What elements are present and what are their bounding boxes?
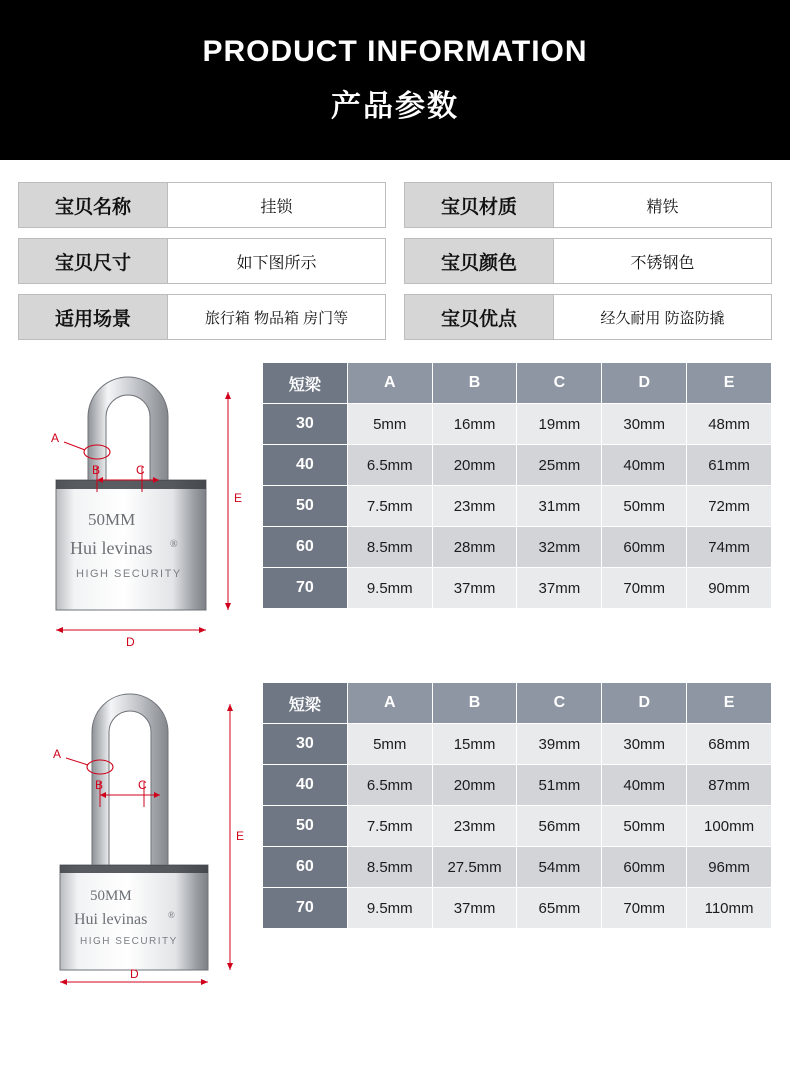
spec-key: 宝贝优点 [404, 294, 554, 340]
spec-key: 宝贝名称 [18, 182, 168, 228]
table-cell: 23mm [432, 486, 517, 527]
table-cell: 48mm [687, 404, 772, 445]
table-cell: 8.5mm [347, 847, 432, 888]
table-cell: 28mm [432, 527, 517, 568]
row-header: 30 [263, 404, 348, 445]
table-cell: 68mm [687, 724, 772, 765]
spec-row [404, 182, 772, 228]
spec-row [18, 238, 386, 284]
table-header-row [263, 683, 772, 724]
svg-text:C: C [136, 463, 145, 477]
table-row [263, 888, 772, 929]
svg-text:A: A [51, 431, 60, 445]
table-cell: 8.5mm [347, 527, 432, 568]
table-cell: 16mm [432, 404, 517, 445]
table-row [263, 445, 772, 486]
spec-value: 精铁 [554, 182, 772, 228]
row-header: 70 [263, 568, 348, 609]
specification-grid [0, 160, 790, 346]
spec-row [404, 294, 772, 340]
column-header: D [602, 363, 687, 404]
table-cell: 65mm [517, 888, 602, 929]
lock-diagram-short [18, 362, 256, 662]
table-row [263, 404, 772, 445]
spec-value: 如下图所示 [168, 238, 386, 284]
table-cell: 37mm [432, 888, 517, 929]
table-cell: 25mm [517, 445, 602, 486]
row-header: 70 [263, 888, 348, 929]
table-cell: 6.5mm [347, 765, 432, 806]
table-cell: 74mm [687, 527, 772, 568]
row-header: 50 [263, 486, 348, 527]
table-row [263, 568, 772, 609]
spec-key: 适用场景 [18, 294, 168, 340]
column-header: E [687, 683, 772, 724]
column-header: E [687, 363, 772, 404]
spec-row [18, 182, 386, 228]
table-cell: 27.5mm [432, 847, 517, 888]
table-cell: 7.5mm [347, 486, 432, 527]
spec-row [18, 294, 386, 340]
column-header: 短梁 [263, 363, 348, 404]
table-cell: 54mm [517, 847, 602, 888]
table-cell: 9.5mm [347, 568, 432, 609]
column-header: D [602, 683, 687, 724]
column-header: C [517, 363, 602, 404]
table-cell: 40mm [602, 445, 687, 486]
svg-text:Hui levinas: Hui levinas [70, 538, 153, 558]
table-cell: 32mm [517, 527, 602, 568]
column-header: A [347, 683, 432, 724]
page-header [0, 0, 790, 160]
table-cell: 96mm [687, 847, 772, 888]
column-header: B [432, 683, 517, 724]
row-header: 40 [263, 445, 348, 486]
table-cell: 87mm [687, 765, 772, 806]
column-header: 短梁 [263, 683, 348, 724]
table-cell: 19mm [517, 404, 602, 445]
spec-key: 宝贝材质 [404, 182, 554, 228]
size-table-short [262, 362, 772, 609]
table-cell: 5mm [347, 404, 432, 445]
table-cell: 90mm [687, 568, 772, 609]
svg-text:E: E [234, 491, 243, 505]
table-cell: 5mm [347, 724, 432, 765]
table-cell: 30mm [602, 404, 687, 445]
column-header: A [347, 363, 432, 404]
table-cell: 50mm [602, 806, 687, 847]
row-header: 60 [263, 527, 348, 568]
table-cell: 72mm [687, 486, 772, 527]
spec-row [404, 238, 772, 284]
size-table-short-wrapper [256, 362, 772, 609]
table-cell: 56mm [517, 806, 602, 847]
table-row [263, 806, 772, 847]
table-cell: 61mm [687, 445, 772, 486]
column-header: C [517, 683, 602, 724]
svg-text:E: E [236, 829, 245, 843]
table-cell: 37mm [432, 568, 517, 609]
svg-text:A: A [53, 747, 62, 761]
column-header: B [432, 363, 517, 404]
table-cell: 6.5mm [347, 445, 432, 486]
table-row [263, 486, 772, 527]
size-table-long-wrapper [256, 682, 772, 929]
spec-value: 经久耐用 防盗防撬 [554, 294, 772, 340]
table-cell: 51mm [517, 765, 602, 806]
page-title-en: PRODUCT INFORMATION [202, 34, 588, 68]
svg-text:HIGH SECURITY: HIGH SECURITY [80, 936, 178, 947]
table-cell: 70mm [602, 568, 687, 609]
lock-diagram-long [18, 682, 256, 992]
table-row [263, 527, 772, 568]
table-cell: 15mm [432, 724, 517, 765]
padlock-long-illustration-icon [18, 682, 256, 992]
table-cell: 50mm [602, 486, 687, 527]
product-block-long-shackle [0, 676, 790, 992]
svg-text:Hui levinas: Hui levinas [74, 911, 148, 928]
table-cell: 37mm [517, 568, 602, 609]
svg-text:D: D [130, 967, 139, 981]
spec-key: 宝贝尺寸 [18, 238, 168, 284]
table-cell: 9.5mm [347, 888, 432, 929]
spec-value: 挂锁 [168, 182, 386, 228]
row-header: 30 [263, 724, 348, 765]
table-cell: 40mm [602, 765, 687, 806]
spec-key: 宝贝颜色 [404, 238, 554, 284]
row-header: 60 [263, 847, 348, 888]
spec-value: 不锈钢色 [554, 238, 772, 284]
table-cell: 60mm [602, 527, 687, 568]
table-row [263, 724, 772, 765]
svg-text:HIGH SECURITY: HIGH SECURITY [76, 568, 182, 580]
table-cell: 31mm [517, 486, 602, 527]
product-block-short-shackle [0, 356, 790, 662]
table-cell: 39mm [517, 724, 602, 765]
row-header: 40 [263, 765, 348, 806]
table-row [263, 765, 772, 806]
svg-text:D: D [126, 635, 135, 649]
table-cell: 60mm [602, 847, 687, 888]
svg-text:C: C [138, 778, 147, 792]
row-header: 50 [263, 806, 348, 847]
table-cell: 30mm [602, 724, 687, 765]
svg-text:50MM: 50MM [90, 888, 132, 904]
svg-text:®: ® [170, 539, 178, 550]
svg-text:B: B [92, 463, 101, 477]
table-cell: 70mm [602, 888, 687, 929]
size-table-long [262, 682, 772, 929]
table-header-row [263, 363, 772, 404]
spec-value: 旅行箱 物品箱 房门等 [168, 294, 386, 340]
table-cell: 110mm [687, 888, 772, 929]
table-cell: 20mm [432, 765, 517, 806]
svg-text:50MM: 50MM [88, 510, 136, 529]
table-cell: 100mm [687, 806, 772, 847]
svg-text:B: B [95, 778, 104, 792]
page-title-cn: 产品参数 [331, 90, 459, 124]
table-row [263, 847, 772, 888]
svg-text:®: ® [168, 910, 175, 920]
table-cell: 7.5mm [347, 806, 432, 847]
table-cell: 20mm [432, 445, 517, 486]
padlock-illustration-icon [18, 362, 256, 662]
table-cell: 23mm [432, 806, 517, 847]
